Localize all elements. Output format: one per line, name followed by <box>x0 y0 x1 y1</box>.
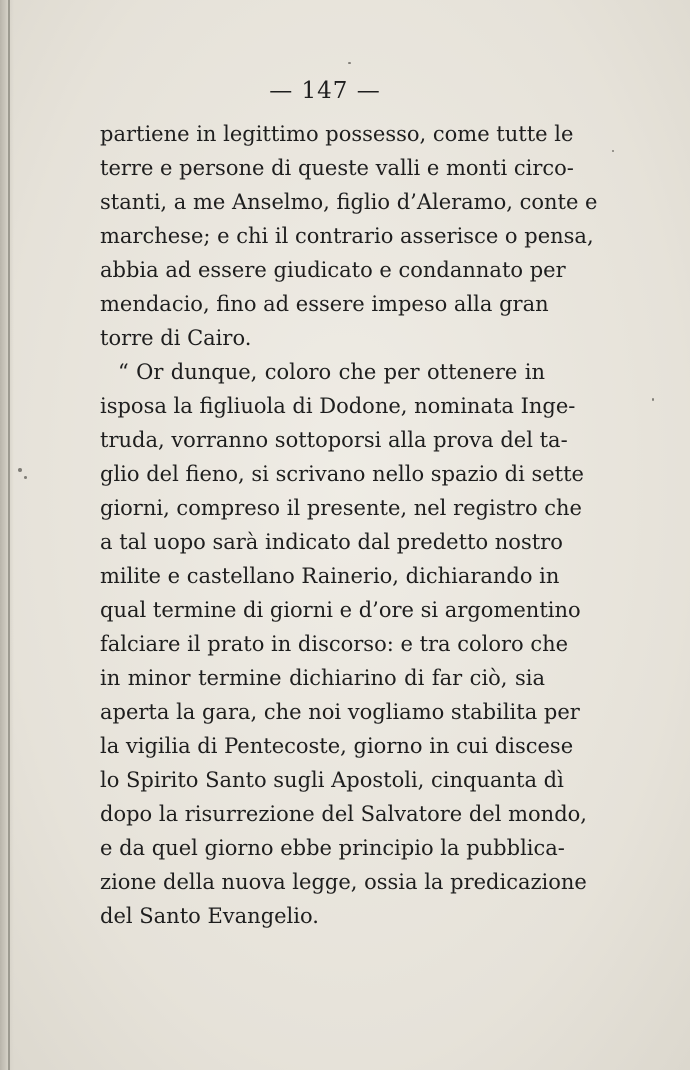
text-line: del Santo Evangelio. <box>100 904 319 928</box>
paper-speck <box>348 62 351 64</box>
text-line: terre e persone di queste valli e monti circo- <box>100 156 574 180</box>
page-number: — 147 — <box>269 78 381 104</box>
text-line: qual termine di giorni e d’ore si argomentino <box>100 598 581 622</box>
text-line: mendacio, fino ad essere impeso alla gran <box>100 292 549 316</box>
paper-speck <box>24 476 27 479</box>
text-line: lo Spirito Santo sugli Apostoli, cinquanta dì <box>100 768 564 792</box>
text-line: truda, vorranno sottoporsi alla prova del ta- <box>100 428 568 452</box>
text-line: glio del fieno, si scrivano nello spazio di sette <box>100 462 584 486</box>
text-line: zione della nuova legge, ossia la predicazione <box>100 870 587 894</box>
text-line: falciare il prato in discorso: e tra coloro che <box>100 632 569 656</box>
body-text <box>100 117 598 933</box>
text-line: aperta la gara, che noi vogliamo stabilita per <box>100 700 580 724</box>
text-line: marchese; e chi il contrario asserisce o pensa, <box>100 224 594 248</box>
text-line: isposa la figliuola di Dodone, nominata Inge- <box>100 394 576 418</box>
text-line: dopo la risurrezione del Salvatore del mondo, <box>100 802 587 826</box>
paper-speck <box>652 398 654 401</box>
paper-speck <box>18 468 22 472</box>
text-line: milite e castellano Rainerio, dichiarando in <box>100 564 560 588</box>
binding-edge <box>8 0 10 1070</box>
text-line: giorni, compreso il presente, nel registro che <box>100 496 582 520</box>
text-line: partiene in legittimo possesso, come tutte le <box>100 122 574 146</box>
page-gutter <box>0 0 14 1070</box>
text-line: la vigilia di Pentecoste, giorno in cui discese <box>100 734 574 758</box>
text-line: torre di Cairo. <box>100 326 252 350</box>
text-line: e da quel giorno ebbe principio la pubblica- <box>100 836 565 860</box>
text-line: “ Or dunque, coloro che per ottenere in <box>118 360 545 384</box>
paper-speck <box>612 150 614 152</box>
text-line: abbia ad essere giudicato e condannato per <box>100 258 566 282</box>
text-line: in minor termine dichiarino di far ciò, sia <box>100 666 545 690</box>
text-line: a tal uopo sarà indicato dal predetto nostro <box>100 530 563 554</box>
text-line: stanti, a me Anselmo, figlio d’Aleramo, conte e <box>100 190 598 214</box>
